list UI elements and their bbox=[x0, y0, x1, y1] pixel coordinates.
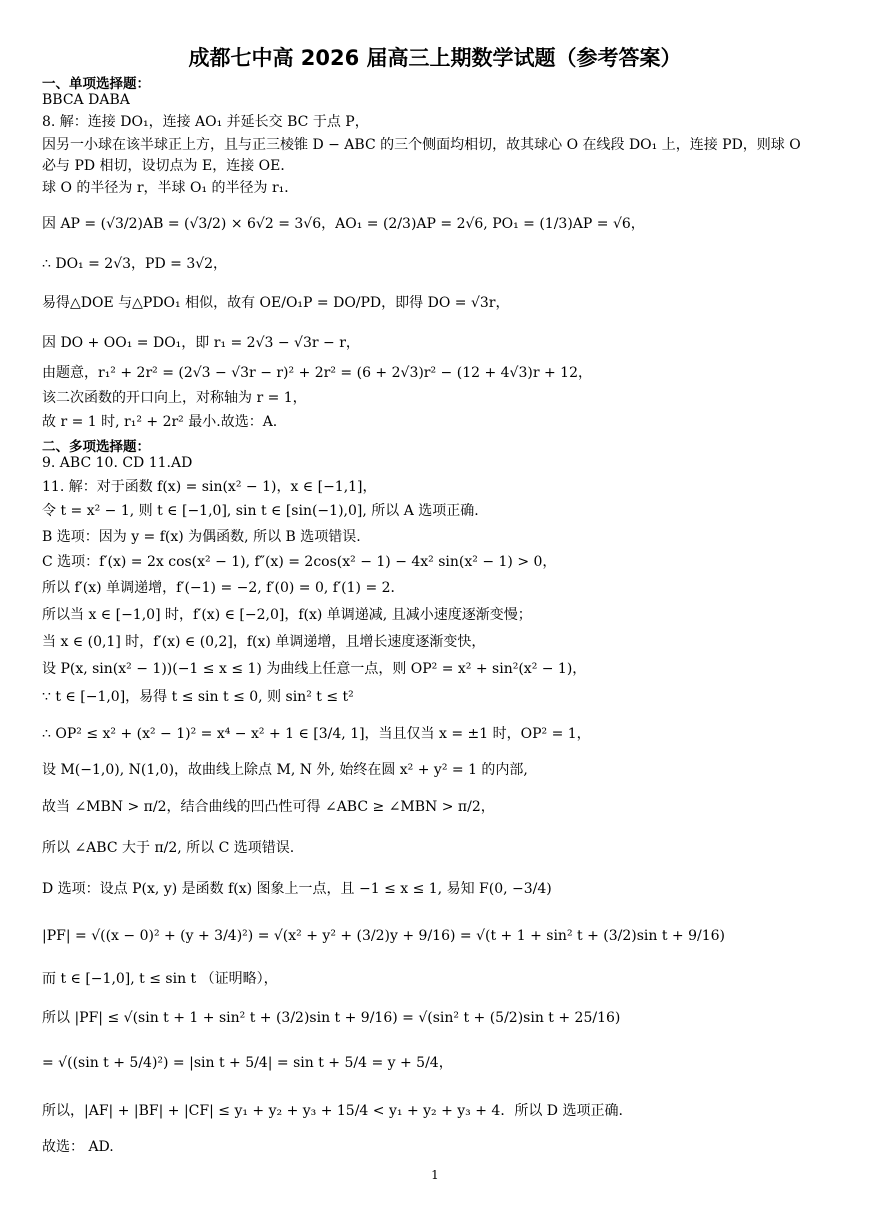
text-line: 8. 解：连接 DO₁，连接 AO₁ 并延长交 BC 于点 P， bbox=[42, 114, 369, 130]
text-line: 所以 ∠ABC 大于 π/2, 所以 C 选项错误. bbox=[42, 840, 295, 856]
text-line: B 选项：因为 y = f(x) 为偶函数, 所以 B 选项错误. bbox=[42, 529, 361, 545]
text-line: |PF| = √((x − 0)² + (y + 3/4)²) = √(x² + y² + (3/2)y + 9/16) = √(t + 1 + sin² t + (3/2)sin t + 9/16) bbox=[42, 928, 725, 944]
text-line: 所以，|AF| + |BF| + |CF| ≤ y₁ + y₂ + y₃ + 15/4 < y₁ + y₂ + y₃ + 4．所以 D 选项正确. bbox=[42, 1103, 623, 1119]
text-line: 由题意，r₁² + 2r² = (2√3 − √3r − r)² + 2r² = (6 + 2√3)r² − (12 + 4√3)r + 12， bbox=[42, 365, 592, 381]
text-line: 易得△DOE 与△PDO₁ 相似，故有 OE/O₁P = DO/PD，即得 DO = √3r， bbox=[42, 295, 510, 311]
text-line: = √((sin t + 5/4)²) = |sin t + 5/4| = sin t + 5/4 = y + 5/4， bbox=[42, 1055, 453, 1071]
text-line: 故当 ∠MBN > π/2，结合曲线的凹凸性可得 ∠ABC ≥ ∠MBN > π/2， bbox=[42, 799, 495, 815]
text-line: 设 M(−1,0), N(1,0)，故曲线上除点 M, N 外, 始终在圆 x² + y² = 1 的内部, bbox=[42, 762, 528, 778]
text-line: C 选项：f′(x) = 2x cos(x² − 1), f″(x) = 2cos(x² − 1) − 4x² sin(x² − 1) > 0， bbox=[42, 554, 557, 570]
page-number: 1 bbox=[431, 1168, 439, 1182]
text-line: 当 x ∈ (0,1] 时，f′(x) ∈ (0,2]，f(x) 单调递增，且增长速度逐渐变快， bbox=[42, 634, 486, 650]
text-line: 必与 PD 相切，设切点为 E，连接 OE． bbox=[42, 158, 295, 174]
text-line: 所以 |PF| ≤ √(sin t + 1 + sin² t + (3/2)sin t + 9/16) = √(sin² t + (5/2)sin t + 25/16) bbox=[42, 1010, 621, 1026]
text-line: BBCA DABA bbox=[42, 92, 130, 108]
section-heading: 一、单项选择题： bbox=[42, 76, 150, 92]
text-line: 而 t ∈ [−1,0], t ≤ sin t （证明略）， bbox=[42, 971, 278, 987]
text-line: 因 DO + OO₁ = DO₁，即 r₁ = 2√3 − √3r − r， bbox=[42, 335, 360, 351]
text-line: ∴ DO₁ = 2√3，PD = 3√2， bbox=[42, 256, 228, 272]
text-line: D 选项：设点 P(x, y) 是函数 f(x) 图象上一点，且 −1 ≤ x ≤ 1, 易知 F(0, −3/4) bbox=[42, 881, 552, 897]
text-line: 9. ABC 10. CD 11.AD bbox=[42, 455, 193, 471]
text-line: 11. 解：对于函数 f(x) = sin(x² − 1)，x ∈ [−1,1]， bbox=[42, 479, 377, 495]
text-line: 球 O 的半径为 r，半球 O₁ 的半径为 r₁． bbox=[42, 180, 299, 196]
text-line: 故选： AD. bbox=[42, 1139, 114, 1155]
text-line: ∴ OP² ≤ x² + (x² − 1)² = x⁴ − x² + 1 ∈ [3/4, 1]，当且仅当 x = ±1 时，OP² = 1， bbox=[42, 726, 591, 742]
text-line: 因 AP = (√3/2)AB = (√3/2) × 6√2 = 3√6，AO₁ = (2/3)AP = 2√6, PO₁ = (1/3)AP = √6， bbox=[42, 216, 645, 232]
section-heading: 二、多项选择题： bbox=[42, 439, 150, 455]
text-line: 故 r = 1 时, r₁² + 2r² 最小.故选：A. bbox=[42, 414, 278, 430]
text-line: 设 P(x, sin(x² − 1))(−1 ≤ x ≤ 1) 为曲线上任意一点，则 OP² = x² + sin²(x² − 1)， bbox=[42, 661, 587, 677]
document-title: 成都七中高 2026 届高三上期数学试题（参考答案） bbox=[188, 46, 682, 70]
text-line: 该二次函数的开口向上，对称轴为 r = 1， bbox=[42, 390, 307, 406]
text-line: 所以当 x ∈ [−1,0] 时，f′(x) ∈ [−2,0]，f(x) 单调递减, 且减小速度逐渐变慢； bbox=[42, 607, 532, 623]
text-line: 所以 f′(x) 单调递增，f′(−1) = −2, f′(0) = 0, f′(1) = 2． bbox=[42, 580, 405, 596]
text-line: 令 t = x² − 1, 则 t ∈ [−1,0], sin t ∈ [sin(−1),0], 所以 A 选项正确. bbox=[42, 503, 479, 519]
text-line: 因另一小球在该半球正上方，且与正三棱锥 D − ABC 的三个侧面均相切，故其球心 O 在线段 DO₁ 上，连接 PD，则球 O bbox=[42, 137, 801, 153]
text-line: ∵ t ∈ [−1,0]，易得 t ≤ sin t ≤ 0, 则 sin² t ≤ t² bbox=[42, 689, 354, 705]
